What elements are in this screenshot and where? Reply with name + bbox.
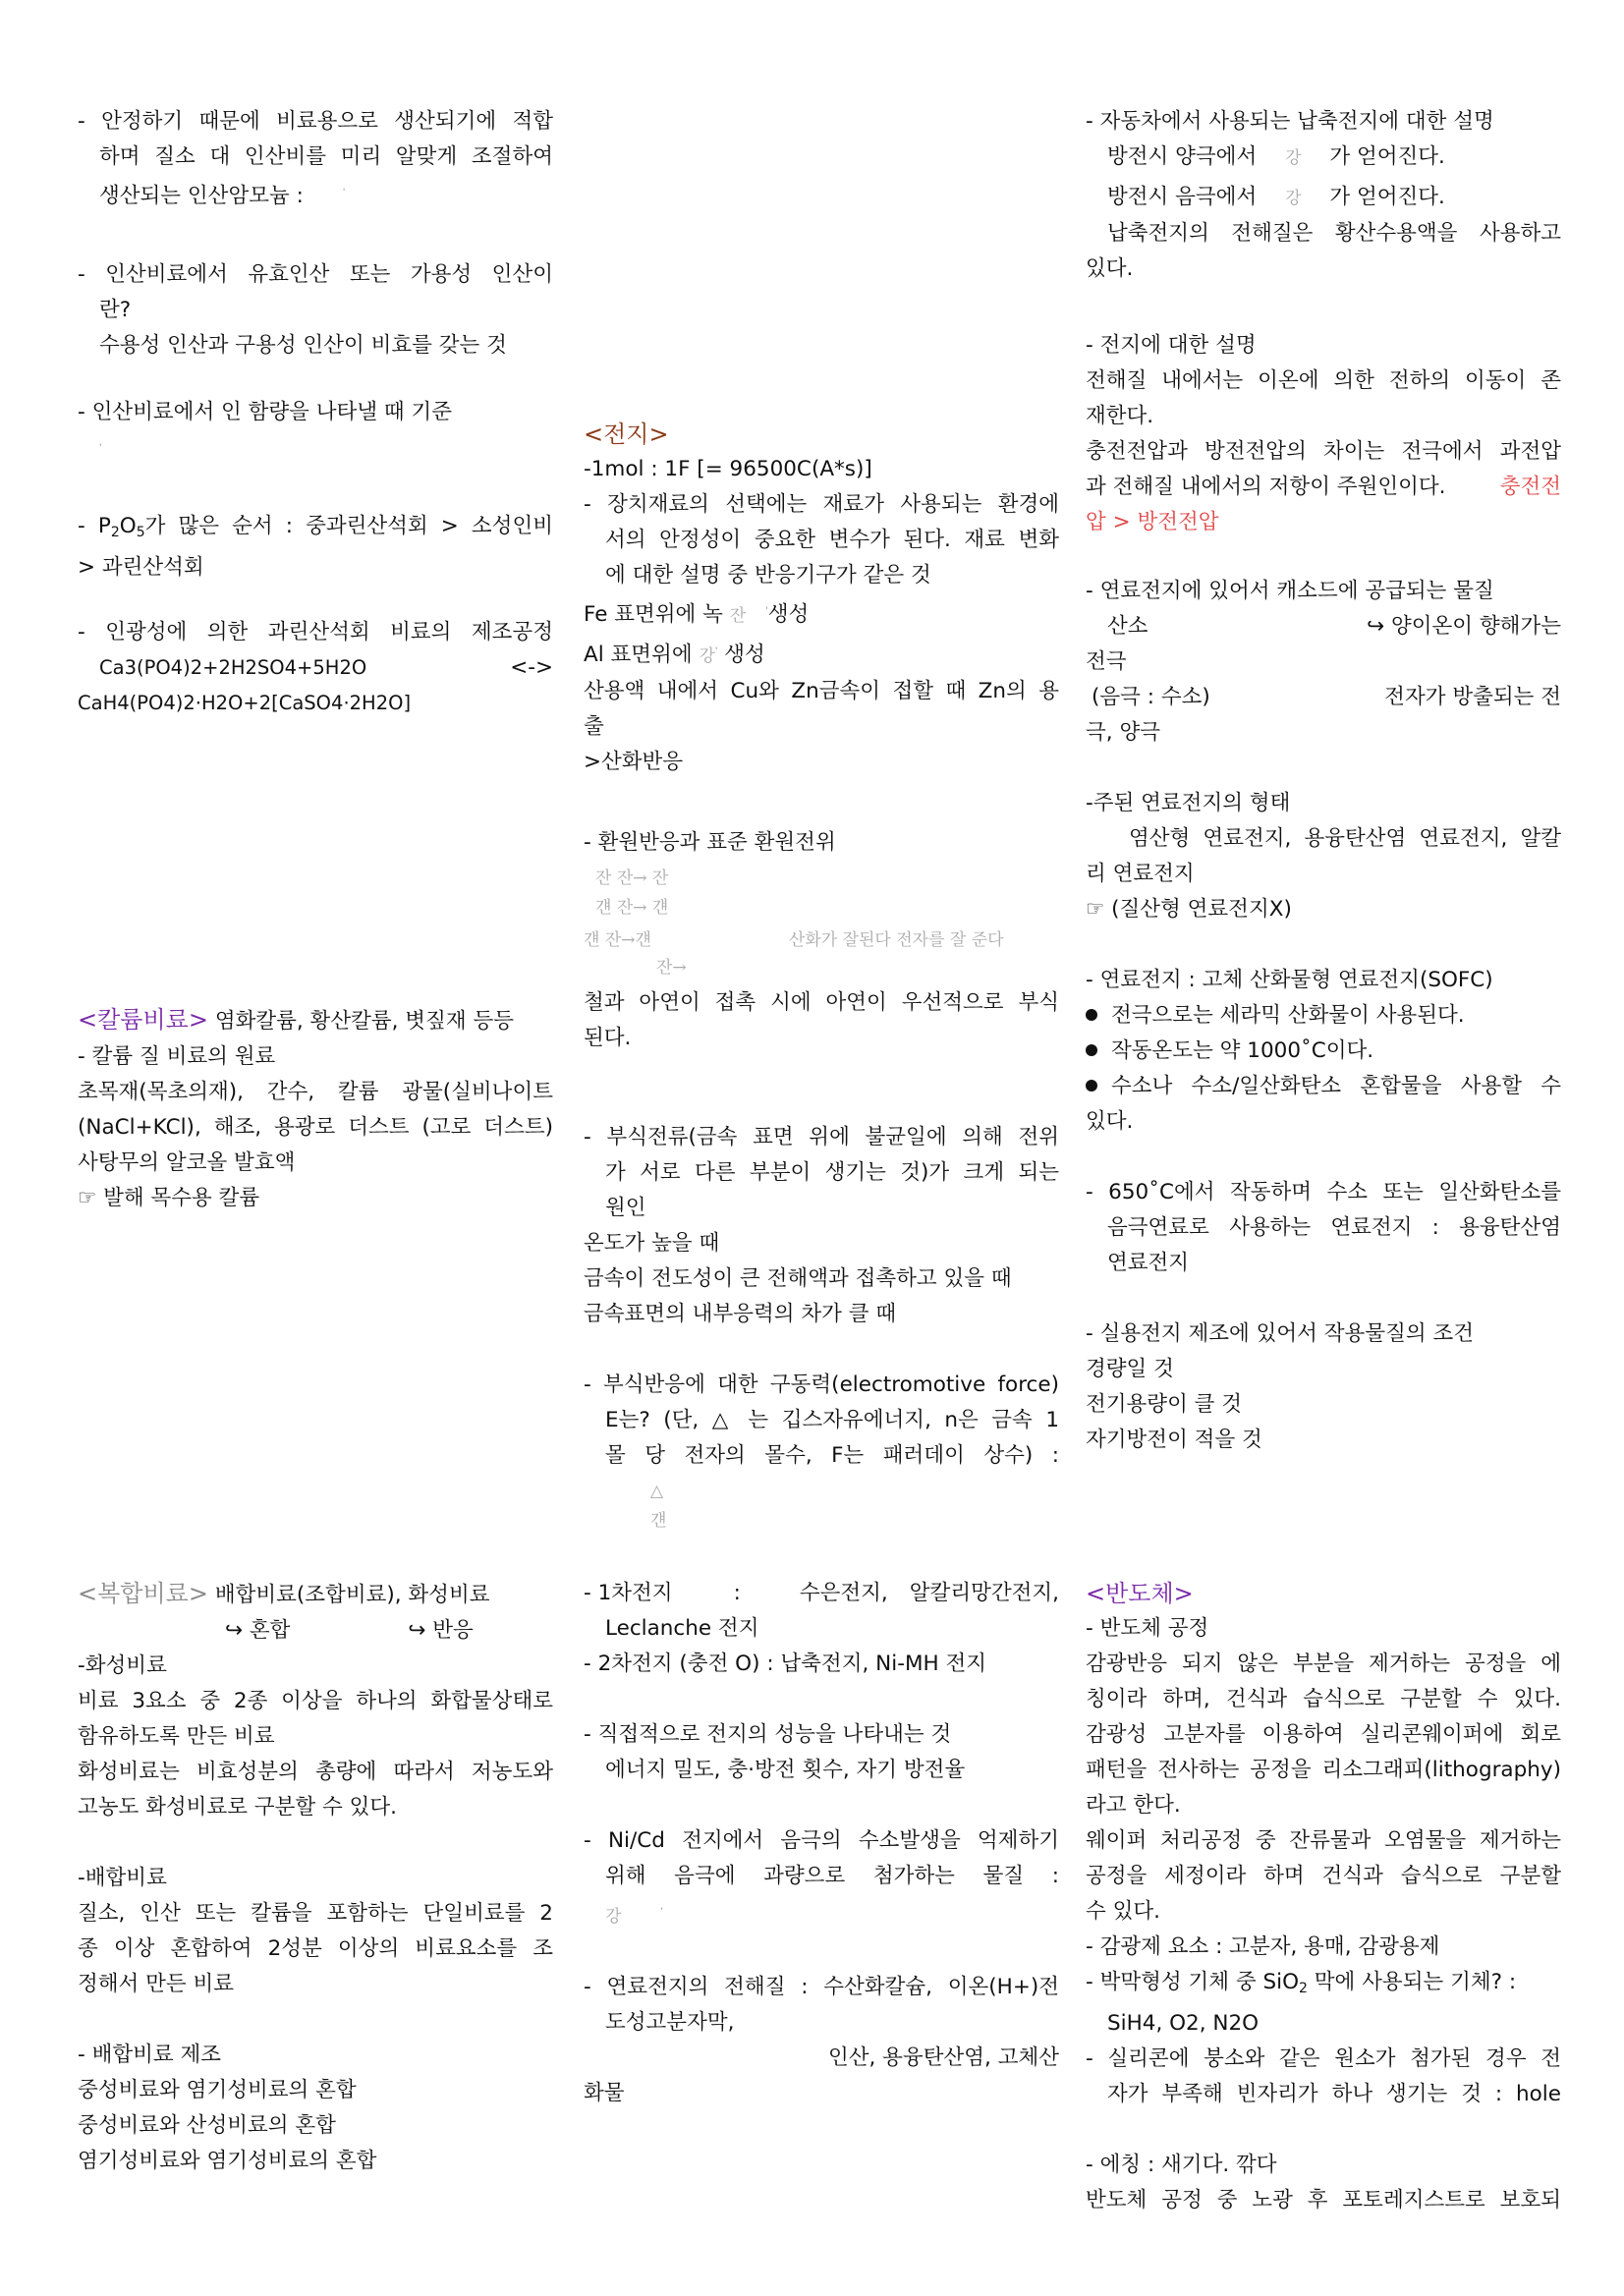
text-line: - $P_2O_5$가 많은 순서 : 중과린산석회 > 소성인비	[78, 514, 553, 540]
faint-mark: '	[342, 188, 346, 197]
note-ammonium-phosphate	[78, 104, 553, 214]
text-line: 강 '	[605, 1907, 663, 1928]
text-line: - 연료전지의 전해질 : 수산화칼슘, 이온(H+)전	[584, 1975, 1059, 2000]
text-line: - 전지에 대한 설명	[1086, 333, 1257, 358]
text-line: - 직접적으로 전지의 성능을 나타내는 것	[584, 1722, 952, 1747]
text-line: (음극 : 수소) 전자가 방출되는 전	[1092, 685, 1561, 709]
text-line: >산화반응	[584, 750, 684, 775]
text-line: -배합비료	[78, 1866, 167, 1890]
text-line: ↪ 혼합 ↪ 반응	[225, 1618, 474, 1643]
text-line: 몰 당 전자의 몰수, F는 패러데이 상수) :	[605, 1443, 1059, 1468]
text-line: 극, 양극	[1086, 720, 1160, 745]
text-line: 가 서로 다른 부분이 생기는 것)가 크게 되는	[605, 1160, 1059, 1185]
text-line: - 인산비료에서 인 함량을 나타낼 때 기준	[78, 400, 453, 424]
section-heading: <복합비료> 배합비료(조합비료), 화성비료	[78, 1580, 490, 1607]
text-line: 라고 한다.	[1086, 1793, 1181, 1818]
text-line: - 박막형성 기체 중 SiO$_2$ 막에 사용되는 기체? :	[1086, 1970, 1517, 1996]
text-line: - 자동차에서 사용되는 납축전지에 대한 설명	[1086, 109, 1494, 134]
text-line: - 인광성에 의한 과린산석회 비료의 제조공정	[78, 620, 553, 644]
section-potassium-fertilizer	[78, 1002, 553, 1216]
text-line: Leclanche 전지	[605, 1616, 759, 1641]
text-line: 있다.	[1086, 256, 1134, 281]
text-line: Al 표면위에 강' 생성	[584, 643, 765, 668]
text-line: 도성고분자막,	[605, 2010, 735, 2036]
text-line: 중성비료와 산성비료의 혼합	[78, 2113, 336, 2138]
text-line: ☞ (질산형 연료전지X)	[1086, 897, 1292, 922]
bullet-item: 작동온도는 약 1000˚C이다.	[1086, 1034, 1561, 1069]
text-line: 정해서 만든 비료	[78, 1972, 235, 1996]
text-line: 압 > 방전전압	[1086, 510, 1219, 534]
bullet-dot	[1086, 1009, 1097, 1021]
faint-formula: 걘	[650, 1511, 667, 1531]
text-line: 에 대한 설명 중 반응기구가 같은 것	[605, 563, 931, 588]
text-line: CaH4(PO4)2·H2O+2[CaSO4·2H2O]	[78, 692, 412, 714]
note-electromotive-force	[584, 1368, 1059, 1539]
text-line: -주된 연료전지의 형태	[1086, 791, 1291, 815]
note-corrosion-current	[584, 1120, 1059, 1332]
note-superphosphate-process	[78, 615, 553, 721]
text-line: 자기방전이 적을 것	[1086, 1428, 1262, 1452]
note-sofc	[1086, 963, 1561, 1140]
text-line: 사탕무의 알코올 발효액	[78, 1150, 296, 1175]
text-line: 인산, 용융탄산염, 고체산	[827, 2045, 1059, 2071]
text-line: 충전전압과 방전전압의 차이는 전극에서 과전압	[1086, 439, 1561, 464]
text-line: 온도가 높을 때	[584, 1231, 720, 1256]
text-line: 서의 안정성이 중요한 변수가 된다. 재료 변화	[605, 528, 1059, 552]
text-line: Fe 표면위에 녹 잔 '생성	[584, 602, 810, 628]
text-line: - 연료전지에 있어서 캐소드에 공급되는 물질	[1086, 579, 1494, 603]
text-line: 공정을 세정이라 하며 건식과 습식으로 구분할	[1086, 1864, 1561, 1888]
text-line: 란?	[99, 298, 132, 322]
text-line: - 에칭 : 새기다. 깎다	[1086, 2153, 1277, 2177]
text-line: - 부식반응에 대한 구동력(electromotive force)	[584, 1372, 1059, 1397]
text-line: 패턴을 전사하는 공정을 리소그래피(lithography)	[1086, 1758, 1561, 1782]
text-line: 염산형 연료전지, 용융탄산염 연료전지, 알칼	[1129, 826, 1561, 851]
note-available-phosphate	[78, 257, 553, 364]
note-phosphorus-content	[78, 395, 553, 470]
text-line: 화물	[584, 2081, 625, 2106]
text-line: - 안정하기 때문에 비료용으로 생산되기에 적합	[78, 109, 553, 134]
text-line: 위해 음극에 과량으로 첨가하는 물질 :	[605, 1864, 1059, 1888]
bullet-dot	[1086, 1044, 1097, 1056]
faint-formula: 걘 잔→ 걘	[595, 898, 669, 918]
text-line: - 배합비료 제조	[78, 2043, 222, 2067]
text-line: 중성비료와 염기성비료의 혼합	[78, 2078, 357, 2102]
note-fuel-cell-types	[1086, 786, 1561, 927]
text-line: 된다.	[584, 1026, 632, 1050]
text-line: 철과 아연이 접촉 시에 아연이 우선적으로 부식	[584, 990, 1059, 1015]
text-line: 초목재(목초의재), 간수, 칼륨 광물(실비나이트	[78, 1080, 553, 1104]
section-semiconductor	[1086, 1576, 1561, 2218]
text-line: - 부식전류(금속 표면 위에 불균일에 의해 전위	[584, 1125, 1059, 1149]
text-line: 생산되는 인산암모늄 : '	[99, 184, 346, 209]
text-line: 전극	[1086, 649, 1127, 674]
text-line: - 칼륨 질 비료의 원료	[78, 1044, 276, 1069]
text-line: 감광성 고분자를 이용하여 실리콘웨이퍼에 회로	[1086, 1722, 1561, 1747]
note-cathode-material	[1086, 574, 1561, 751]
text-line: 경량일 것	[1086, 1357, 1174, 1381]
text-line: - 장치재료의 선택에는 재료가 사용되는 환경에	[584, 492, 1059, 517]
text-line: 방전시 음극에서 강 가 얻어진다.	[1107, 185, 1445, 209]
text-line: 자가 부족해 빈자리가 하나 생기는 것 : hole	[1107, 2082, 1561, 2106]
text-line: - 2차전지 (충전 O) : 납축전지, Ni-MH 전지	[584, 1652, 987, 1676]
text-line: 과 전해질 내에서의 저항이 주원인이다. 충전전	[1086, 475, 1561, 499]
text-line: 납축전지의 전해질은 황산수용액을 사용하고	[1107, 221, 1561, 246]
section-title: <복합비료>	[78, 1580, 208, 1607]
text-line: SiH4, O2, N2O	[1107, 2011, 1260, 2036]
text-line: - 인산비료에서 유효인산 또는 가용성 인산이	[78, 262, 553, 287]
text-line: 웨이퍼 처리공정 중 잔류물과 오염물을 제거하는	[1086, 1828, 1561, 1853]
text-line: (NaCl+KCl), 해조, 용광로 더스트 (고로 더스트)	[78, 1115, 553, 1140]
text-line: - 연료전지 : 고체 산화물형 연료전지(SOFC)	[1086, 968, 1493, 992]
text-line: - 1차전지 : 수은전지, 알칼리망간전지,	[584, 1581, 1059, 1605]
faint-formula: △	[650, 1482, 664, 1501]
text-line: 수 있다.	[1086, 1899, 1160, 1924]
text-line: ☞ 발해 목수용 칼륨	[78, 1186, 260, 1210]
section-compound-fertilizer	[78, 1576, 553, 2179]
text-line: - 650˚C에서 작동하며 수소 또는 일산화탄소를	[1086, 1180, 1561, 1204]
text-line: - 실용전지 제조에 있어서 작용물질의 조건	[1086, 1321, 1475, 1346]
faint-formula: 잔 잔→ 잔	[595, 868, 669, 888]
text-line: 음극연료로 사용하는 연료전지 : 용융탄산염	[1107, 1215, 1561, 1240]
note-molten-carbonate	[1086, 1175, 1561, 1281]
text-line: 함유하도록 만든 비료	[78, 1724, 275, 1749]
faint-mark: '	[99, 443, 102, 453]
text-line: 있다.	[1086, 1109, 1134, 1134]
section-title: <반도체>	[1086, 1580, 1194, 1607]
text-line: 연료전지	[1107, 1251, 1190, 1275]
text-line: Ca3(PO4)2+2H2SO4+5H2O <->	[99, 655, 553, 680]
note-battery-description	[1086, 328, 1561, 540]
text-line: 산용액 내에서 Cu와 Zn금속이 접할 때 Zn의 용	[584, 679, 1059, 704]
text-line: 종 이상 혼합하여 2성분 이상의 비료요소를 조	[78, 1936, 553, 1961]
text-line: 고농도 화성비료로 구분할 수 있다.	[78, 1795, 397, 1820]
text-line: 수용성 인산과 구용성 인산이 비효를 갖는 것	[99, 333, 507, 358]
section-heading: <칼륨비료> 염화칼륨, 황산칼륨, 볏짚재 등등	[78, 1006, 514, 1034]
text-line: 재한다.	[1086, 404, 1154, 428]
text-line: 반도체 공정 중 노광 후 포토레지스트로 보호되	[1086, 2188, 1561, 2212]
note-active-material	[1086, 1316, 1561, 1458]
text-line: 출	[584, 714, 604, 740]
text-line: - 환원반응과 표준 환원전위	[584, 830, 836, 855]
text-line: 칭이라 하며, 건식과 습식으로 구분할 수 있다.	[1086, 1687, 1561, 1711]
text-line: 에너지 밀도, 충·방전 횟수, 자기 방전율	[605, 1758, 966, 1782]
section-title: <전지>	[584, 420, 669, 448]
text-line: -1mol : 1F [= 96500C(A*s)]	[584, 457, 872, 481]
faint-formula-row: 걘 잔→걘 산화가 잘된다 전자를 잘 준다	[584, 930, 1004, 950]
note-p2o5-order	[78, 509, 553, 586]
note-reduction-potential	[584, 825, 1059, 1056]
note-lead-acid	[1086, 104, 1561, 287]
text-line: 금속이 전도성이 큰 전해액과 접촉하고 있을 때	[584, 1266, 1012, 1291]
text-line: 질소, 인산 또는 칼륨을 포함하는 단일비료를 2	[78, 1901, 553, 1926]
text-line: E는? (단, △ 는 깁스자유에너지, n은 금속 1	[605, 1408, 1059, 1432]
text-line: 하며 질소 대 인산비를 미리 알맞게 조절하여	[99, 144, 553, 169]
bullet-item: 수소나 수소/일산화탄소 혼합물을 사용할 수	[1086, 1069, 1561, 1104]
text-line: > 과린산석회	[78, 555, 204, 580]
section-title: <칼륨비료>	[78, 1006, 208, 1034]
text-line: 화성비료는 비효성분의 총량에 따라서 저농도와	[78, 1760, 553, 1784]
text-line: - Ni/Cd 전지에서 음극의 수소발생을 억제하기	[584, 1828, 1059, 1853]
note-battery-types	[584, 1576, 1059, 2111]
text-line: 금속표면의 내부응력의 차가 클 때	[584, 1302, 897, 1326]
text-line: - 반도체 공정	[1086, 1616, 1209, 1641]
faint-formula: 잔→	[656, 958, 687, 978]
text-line: 산소 ↪ 양이온이 향해가는	[1107, 614, 1561, 639]
text-line: 원인	[605, 1196, 646, 1220]
text-line: - 실리콘에 붕소와 같은 원소가 첨가된 경우 전	[1086, 2046, 1561, 2071]
text-line: 감광반응 되지 않은 부분을 제거하는 공정을 에	[1086, 1652, 1561, 1676]
section-battery	[584, 417, 1059, 780]
text-line: 비료 3요소 중 2종 이상을 하나의 화합물상태로	[78, 1689, 553, 1713]
bullet-dot	[1086, 1080, 1097, 1092]
bullet-item: 전극으로는 세라믹 산화물이 사용된다.	[1086, 998, 1561, 1034]
text-line: 방전시 양극에서 강 가 얻어진다.	[1107, 144, 1445, 169]
text-line: -화성비료	[78, 1653, 167, 1678]
text-line: 염기성비료와 염기성비료의 혼합	[78, 2149, 377, 2173]
text-line: 전기용량이 클 것	[1086, 1392, 1243, 1417]
text-line: 리 연료전지	[1086, 862, 1195, 886]
text-line: 전해질 내에서는 이온에 의한 전하의 이동이 존	[1086, 368, 1561, 393]
text-line: - 감광제 요소 : 고분자, 용매, 감광용제	[1086, 1934, 1440, 1959]
